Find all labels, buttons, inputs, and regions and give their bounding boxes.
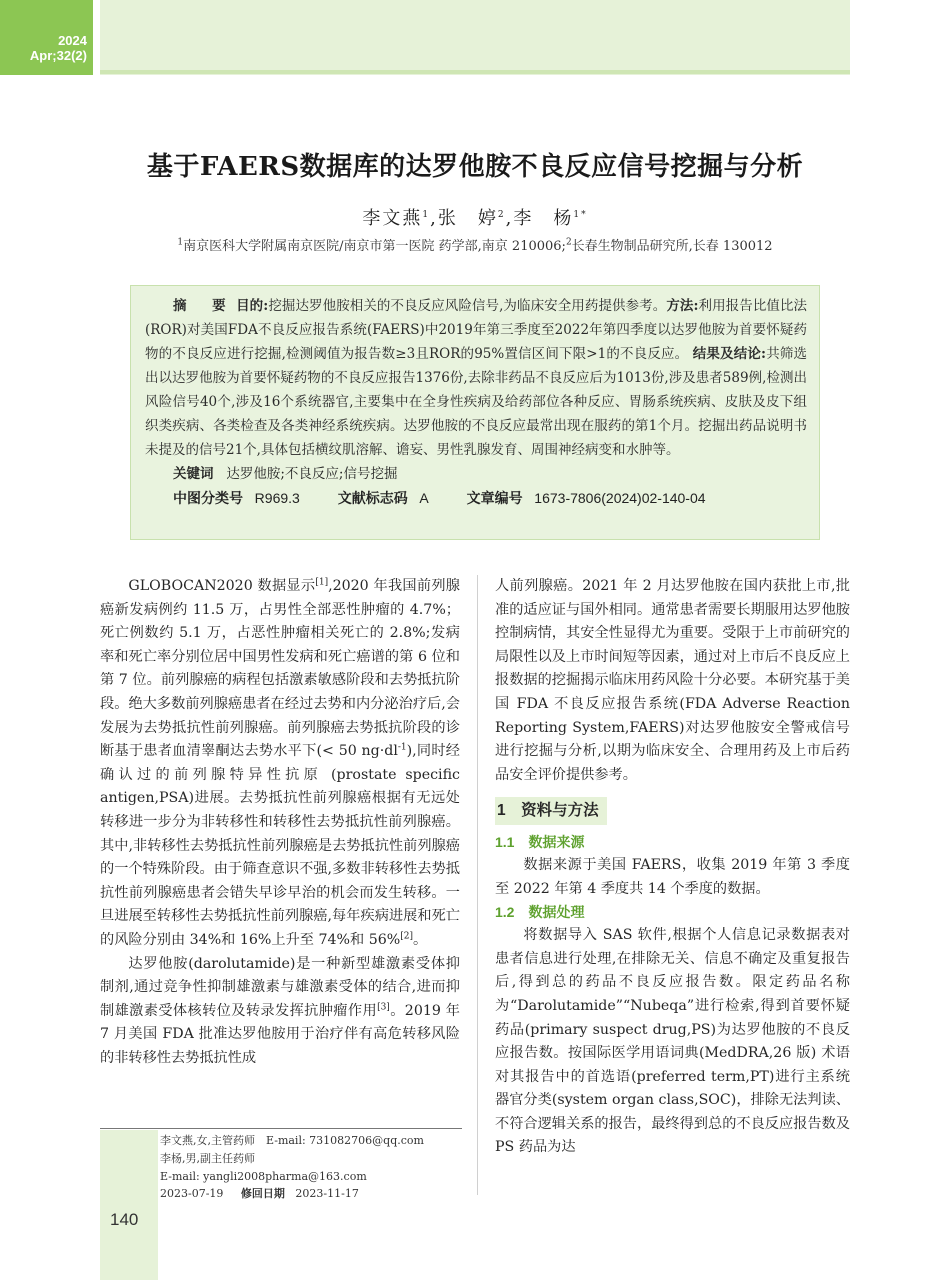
- issue-tab: [0, 0, 93, 75]
- paragraph: 达罗他胺(darolutamide)是一种新型雄激素受体抑制剂,通过竞争性抑制雄激素与雄激素受体的结合,进而抑制雄激素受体核转位及转录发挥抗肿瘤作用[3]。2019 年 7 月美国 FDA 批准达罗他胺用于治疗伴有高危转移风险的非转移性去势抵抗性成: [100, 955, 460, 1066]
- page-number-strip: [100, 1130, 158, 1280]
- paragraph: GLOBOCAN2020 数据显示[1],2020 年我国前列腺癌新发病例约 11.5 万，占男性全部恶性肿瘤的 4.7%；死亡例数约 5.1 万，占恶性肿瘤相关死亡的 2.8%;发病率和死亡率分别位居中国男性发病和死亡癌谱的第 6 位和第 7 位。前列腺癌的病程包括激素敏感阶段和去势抵抗阶段。绝大多数前列腺癌患者在经过去势和内分泌治疗后,会发展为去势抵抗性前列腺癌。前列腺癌去势抵抗阶段的诊断基于患者血清睾酮达去势水平下(< 50 $ng\cdot dl^{-1}$),同时经确认过的前列腺特异性抗原 (prostate specific antigen,PSA)进展。去势抵抗性前列腺癌根据有无远处转移进一步分为非转移性和转移性去势抵抗性前列腺癌。其中,非转移性去势抵抗性前列腺癌是去势抵抗性前列腺癌的一个特殊阶段。由于筛查意识不强,多数非转移性去势抵抗性前列腺癌患者会错失早诊早治的机会而发生转移。一旦进展至转移性去势抵抗性前列腺癌,每年疾病进展和死亡的风险分别由 34%和 16%上升至 74%和 56%[2]。: [100, 577, 460, 948]
- footnote: 李文燕,女,主管药师 E-mail: 731082706@qq.com 李杨,男,副主任药师 E-mail: yangli2008pharma@163.com 2023-07-19 修回日期 2023-11-17: [160, 1134, 424, 1200]
- body-column-left: [100, 575, 460, 1070]
- page-number: 140: [110, 1210, 139, 1229]
- abstract-text: 摘 要 目的:挖掘达罗他胺相关的不良反应风险信号,为临床安全用药提供参考。方法:利用报告比值比法(ROR)对美国FDA不良反应报告系统(FAERS)中2019年第三季度至2022年第四季度以达罗他胺为首要怀疑药物的不良反应进行挖掘,检测阈值为报告数≥3且ROR的95%置信区间下限>1的不良反应。 结果及结论:共筛选出以达罗他胺为首要怀疑药物的不良反应报告1376份,去除非药品不良反应后为1013份,涉及患者589例,检测出风险信号40个,涉及16个系统器官,主要集中在全身性疾病及给药部位各种反应、胃肠系统疾病、皮肤及皮下组织类疾病、各类检查及各类神经系统疾病。达罗他胺的不良反应最常出现在服药的第1个月。挖掘出药品说明书未提及的信号21个,具体包括横纹肌溶解、谵妄、男性乳腺发育、周围神经病变和水肿等。: [145, 298, 808, 458]
- footnote-rule: [100, 1128, 462, 1129]
- body-column-right: [495, 575, 850, 1160]
- paragraph: 将数据导入 SAS 软件,根据个人信息记录数据表对患者信息进行处理,在排除无关、信息不确定及重复报告后,得到总的药品不良反应报告数。限定药品名称为“Darolutamide”“Nubeqa”进行检索,得到首要怀疑药品(primary suspect drug,PS)为达罗他胺的不良反应报告数。按国际医学用语词典(MedDRA,26 版) 术语对其报告中的首选语(preferred term,PT)进行主系统器官分类(system organ class,SOC)，排除无法判读、不符合逻辑关系的报告，最终得到总的不良反应报告数及 PS 药品为达: [495, 927, 850, 1156]
- header-rule: [100, 70, 850, 74]
- article-title: 基于FAERS数据库的达罗他胺不良反应信号挖掘与分析: [146, 152, 804, 182]
- issue-volume: Apr;32(2): [29, 48, 87, 63]
- keywords-row: [173, 462, 807, 486]
- subsection-heading: 1.2 数据处理: [495, 904, 585, 921]
- keywords: 达罗他胺;不良反应;信号挖掘: [226, 466, 398, 482]
- section-heading: 1 资料与方法: [495, 797, 607, 825]
- affiliations: $^1$南京医科大学附属南京医院/南京市第一医院 药学部,南京 210006;$^2$长春生物制品研究所,长春 130012: [177, 237, 773, 254]
- author-2: 张 婷: [437, 208, 498, 229]
- header-band: [100, 0, 850, 75]
- paragraph: 数据来源于美国 FAERS，收集 2019 年第 3 季度至 2022 年第 4 季度共 14 个季度的数据。: [495, 856, 850, 897]
- author-line: 李文燕$^1$,张 婷$^2$,李 杨$^{1*}$: [362, 208, 588, 229]
- column-divider: [477, 575, 478, 1195]
- subsection-heading: 1.1 数据来源: [495, 833, 585, 850]
- paragraph: 人前列腺癌。2021 年 2 月达罗他胺在国内获批上市,批准的适应证与国外相同。通常患者需要长期服用达罗他胺控制病情，其安全性显得尤为重要。受限于上市前研究的局限性以及上市时间短等因素，通过对上市后不良反应上报数据的挖掘揭示临床用药风险十分必要。本研究基于美国 FDA 不良反应报告系统(FDA Adverse Reaction Reporting System,FAERS)对达罗他胺安全警戒信号进行挖掘与分析,以期为临床安全、合理用药及上市后药品安全评价提供参考。: [495, 578, 850, 783]
- abstract-label: 摘 要: [173, 298, 232, 314]
- abstract-box: [130, 285, 820, 540]
- author-1: 李文燕: [362, 208, 423, 229]
- issue-year: 2024: [58, 33, 87, 48]
- classification-row: 中图分类号 R969.3 文献标志码 A 文章编号 1673-7806(2024)02-140-04: [173, 490, 706, 506]
- author-3: 李 杨: [513, 208, 574, 229]
- keywords-label: 关键词: [173, 466, 214, 481]
